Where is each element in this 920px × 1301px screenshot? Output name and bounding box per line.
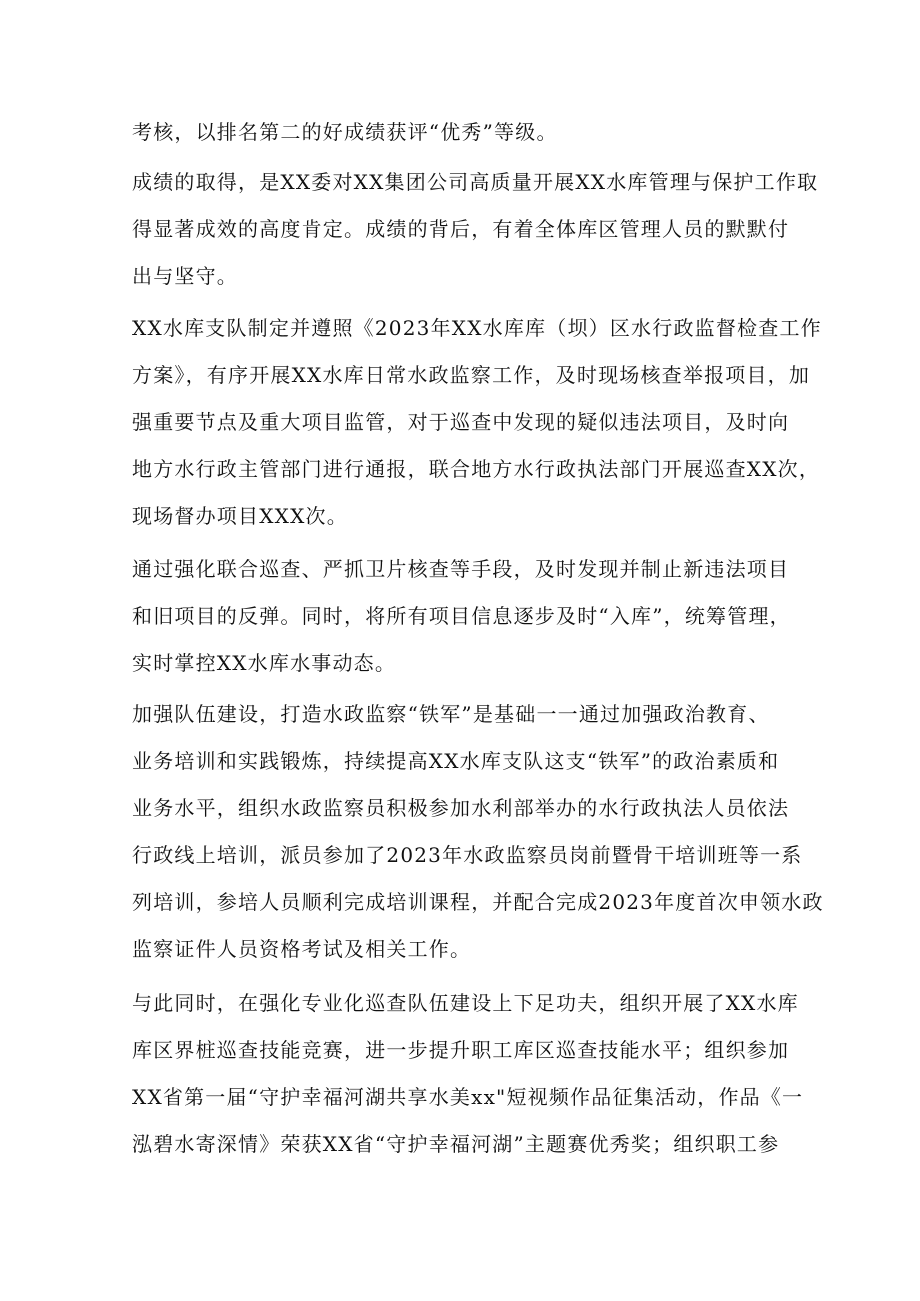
text-line: 监察证件人员资格考试及相关工作。: [132, 937, 472, 961]
text-line: 与此同时，在强化专业化巡查队伍建设上下足功夫，组织开展了XX水库: [132, 991, 799, 1015]
text-line: 地方水行政主管部门进行通报，联合地方水行政执法部门开展巡查XX次，: [132, 457, 821, 481]
text-line: 强重要节点及重大项目监管，对于巡查中发现的疑似违法项目，及时向: [132, 410, 790, 434]
paragraph-supervision-plan: [132, 305, 822, 540]
text-line: 通过强化联合巡查、严抓卫片核查等手段，及时发现并制止新违法项目: [132, 557, 790, 581]
text-line: 出与坚守。: [132, 264, 238, 288]
text-line: 考核，以排名第二的好成绩获评“优秀”等级。: [132, 120, 558, 144]
text-line: 库区界桩巡查技能竞赛，进一步提升职工库区巡查技能水平；组织参加: [132, 1038, 790, 1062]
paragraph-achievement: [132, 159, 819, 300]
text-line: 和旧项目的反弹。同时，将所有项目信息逐步及时“入库”，统筹管理，: [132, 604, 791, 628]
text-line: 泓碧水寄深情》荣获XX省“守护幸福河湖”主题赛优秀奖；组织职工参: [132, 1132, 780, 1156]
text-line: 成绩的取得，是XX委对XX集团公司高质量开展XX水库管理与保护工作取: [132, 170, 819, 194]
text-line: 业务水平，组织水政监察员积极参加水利部举办的水行政执法人员依法: [132, 796, 790, 820]
paragraph-assessment-result: [132, 109, 797, 156]
text-line: 行政线上培训，派员参加了2023年水政监察员岗前暨骨干培训班等一系: [132, 843, 803, 867]
text-line: 现场督办项目XXX次。: [132, 504, 348, 528]
text-line: XX水库支队制定并遵照《2023年XX水库库（坝）区水行政监督检查工作: [132, 316, 822, 340]
paragraph-inspection-team: [132, 980, 804, 1168]
text-line: 得显著成效的高度肯定。成绩的背后，有着全体库区管理人员的默默付: [132, 217, 790, 241]
paragraph-joint-inspection: [132, 546, 797, 687]
paragraph-team-building: [132, 691, 824, 973]
text-line: XX省第一届“守护幸福河湖共享水美xx"短视频作品征集活动，作品《一: [132, 1085, 804, 1109]
text-line: 方案》，有序开展XX水库日常水政监察工作，及时现场核查举报项目，加: [132, 363, 811, 387]
text-line: 列培训，参培人员顺利完成培训课程，并配合完成2023年度首次申领水政: [132, 890, 824, 914]
text-line: 实时掌控XX水库水事动态。: [132, 651, 397, 675]
text-line: 业务培训和实践锻炼，持续提高XX水库支队这支“铁军”的政治素质和: [132, 749, 780, 773]
text-line: 加强队伍建设，打造水政监察“铁军”是基础一一通过加强政治教育、: [132, 702, 770, 726]
